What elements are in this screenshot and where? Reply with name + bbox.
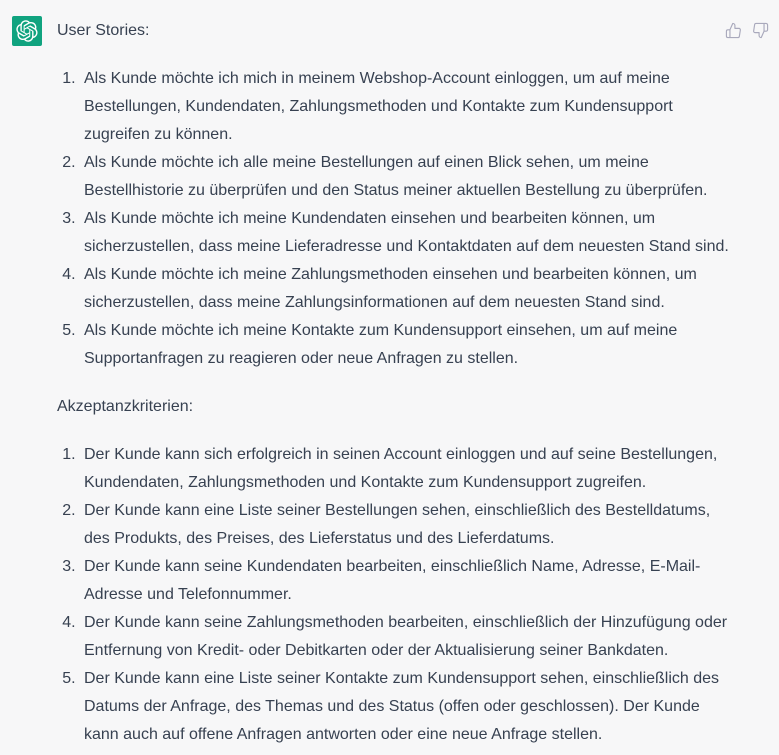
section-heading-akzeptanzkriterien: Akzeptanzkriterien: — [57, 398, 194, 415]
list-item: 3. Als Kunde möchte ich meine Kundendaten einsehen und bearbeiten können, um sicherzustellen, dass meine Lieferadresse und Kontaktdaten auf dem neuesten Stand sind. — [80, 205, 733, 261]
akzeptanzkriterien-list — [57, 441, 733, 749]
user-stories-list — [57, 65, 733, 373]
thumbs-up-button[interactable] — [724, 21, 742, 39]
message-actions — [724, 21, 769, 39]
list-item: 1. Der Kunde kann sich erfolgreich in seinen Account einloggen und auf seine Bestellungen, Kundendaten, Zahlungsmethoden und Kontakte zum Kundensupport zugreifen. — [80, 441, 733, 497]
list-item: 4. Der Kunde kann seine Zahlungsmethoden bearbeiten, einschließlich der Hinzufügung oder Entfernung von Kredit- oder Debitkarten oder der Aktualisierung seiner Bankdaten. — [80, 609, 733, 665]
list-item: 5. Der Kunde kann eine Liste seiner Kontakte zum Kundensupport sehen, einschließlich des Datums der Anfrage, des Themas und des Status (offen oder geschlossen). Der Kunde kann auch auf offene Anfragen antworten oder eine neue Anfrage stellen. — [80, 665, 733, 749]
message-content — [57, 16, 733, 749]
list-item: 5. Als Kunde möchte ich meine Kontakte zum Kundensupport einsehen, um auf meine Supportanfragen zu reagieren oder neue Anfragen zu stellen. — [80, 317, 733, 373]
list-item: 2. Der Kunde kann eine Liste seiner Bestellungen sehen, einschließlich des Bestelldatums, des Produkts, des Preises, des Lieferstatus und des Lieferdatums. — [80, 497, 733, 553]
assistant-avatar — [12, 16, 42, 46]
list-item: 1. Als Kunde möchte ich mich in meinem Webshop-Account einloggen, um auf meine Bestellungen, Kundendaten, Zahlungsmethoden und Kontakte zum Kundensupport zugreifen zu können. — [80, 65, 733, 149]
list-item: 4. Als Kunde möchte ich meine Zahlungsmethoden einsehen und bearbeiten können, um sicherzustellen, dass meine Zahlungsinformationen auf dem neuesten Stand sind. — [80, 261, 733, 317]
list-item: 3. Der Kunde kann seine Kundendaten bearbeiten, einschließlich Name, Adresse, E-Mail-Adresse und Telefonnummer. — [80, 553, 733, 609]
thumbs-down-button[interactable] — [751, 21, 769, 39]
section-heading-user-stories: User Stories: — [57, 22, 150, 39]
thumbs-up-icon — [725, 22, 742, 39]
list-item: 2. Als Kunde möchte ich alle meine Bestellungen auf einen Blick sehen, um meine Bestellhistorie zu überprüfen und den Status meiner aktuellen Bestellung zu überprüfen. — [80, 149, 733, 205]
openai-logo-icon — [16, 20, 38, 42]
thumbs-down-icon — [752, 22, 769, 39]
